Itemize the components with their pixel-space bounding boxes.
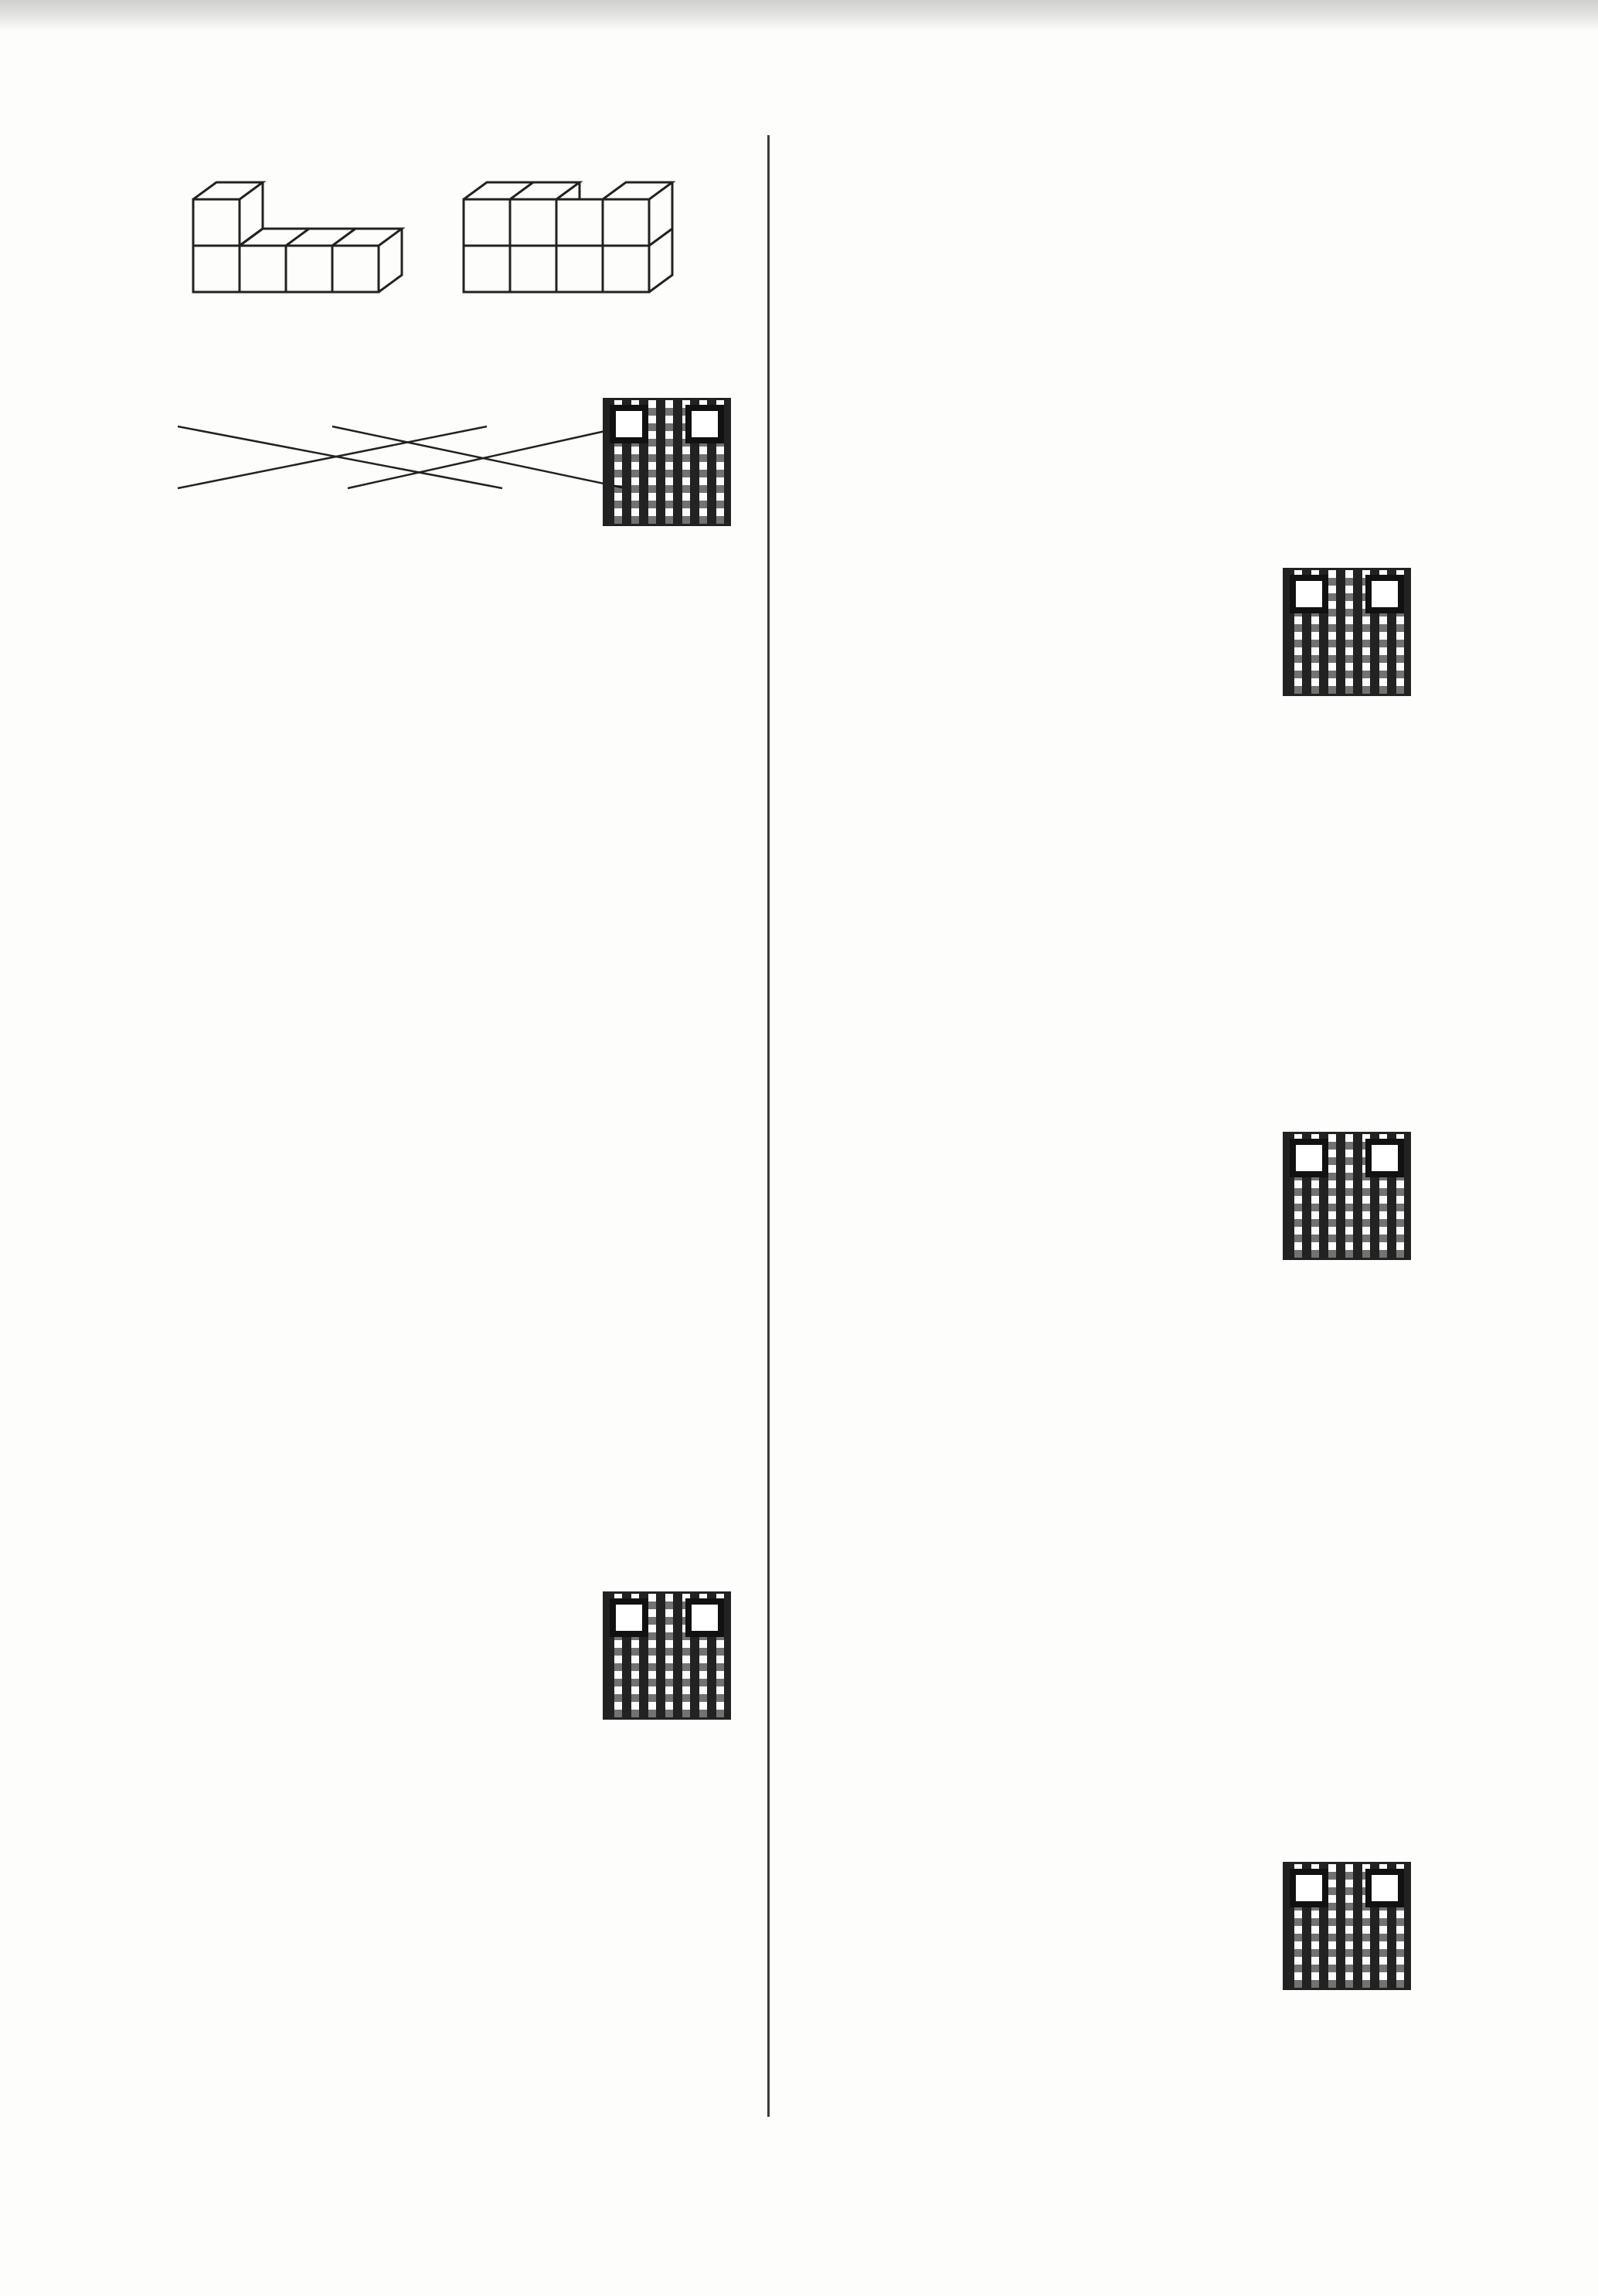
cube-figures	[116, 161, 750, 354]
lantern-lines	[178, 426, 626, 488]
qr-code-13[interactable]	[603, 1591, 734, 1724]
qr-code-16[interactable]	[1283, 1862, 1414, 1995]
qr-code-icon	[1283, 1862, 1411, 1990]
column-divider	[767, 135, 770, 2117]
qr-code-icon	[603, 1591, 731, 1720]
qr-code-icon	[603, 398, 731, 526]
left-column	[116, 139, 750, 576]
qr-code-icon	[1283, 568, 1411, 696]
qr-code-15[interactable]	[1283, 1132, 1414, 1265]
qr-code-icon	[1283, 1132, 1411, 1260]
right-column	[788, 139, 1430, 158]
cube-figure-2	[464, 182, 672, 292]
cube-figure-1	[193, 182, 402, 292]
qr-code-14[interactable]	[1283, 568, 1414, 701]
qr-code-12[interactable]	[603, 398, 734, 531]
top-scan-band	[0, 0, 1598, 31]
